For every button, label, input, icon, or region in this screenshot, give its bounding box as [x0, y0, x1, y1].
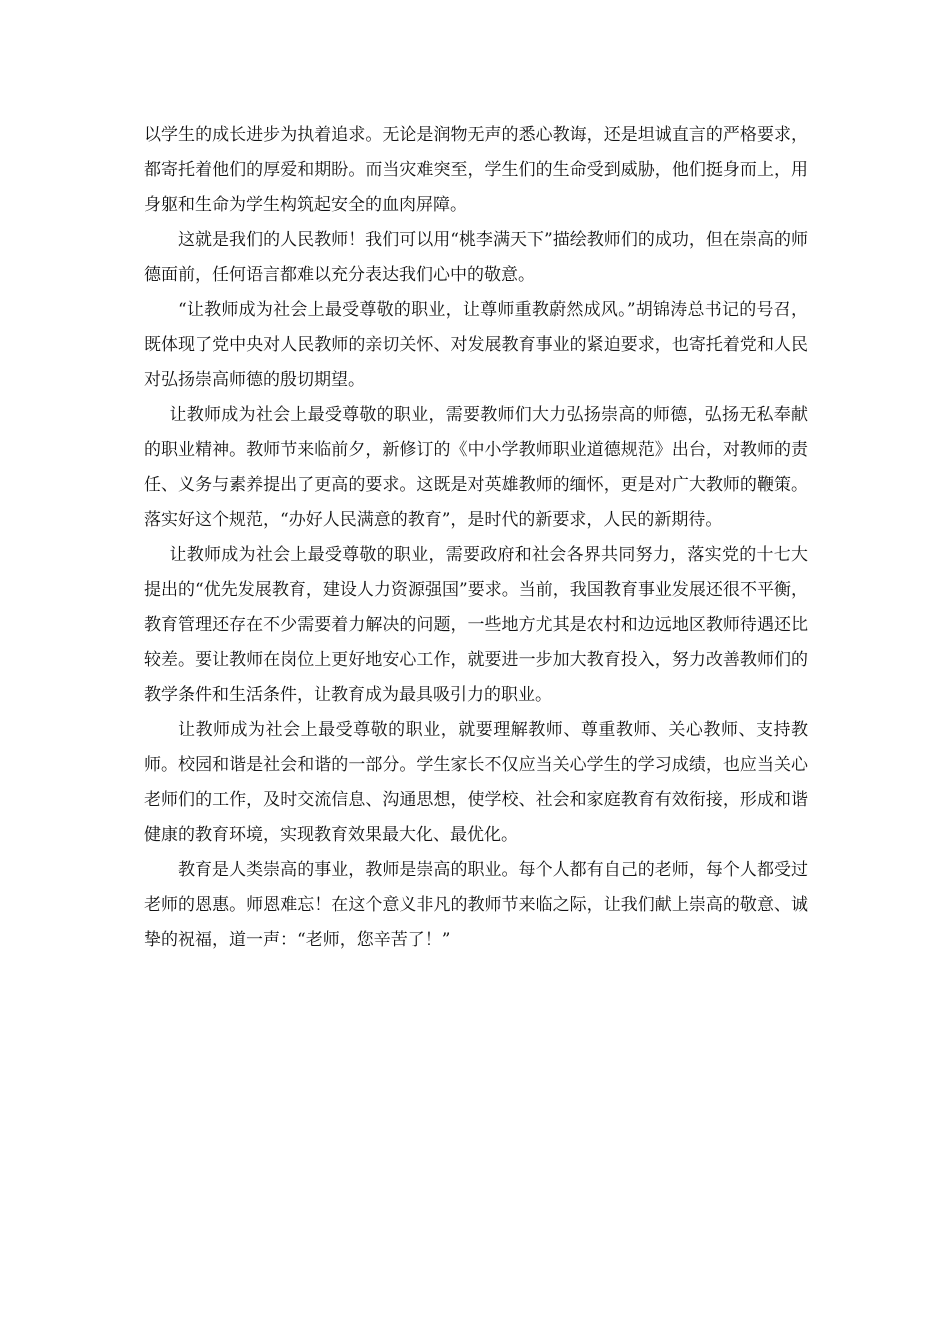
paragraph-6: 让教师成为社会上最受尊敬的职业，就要理解教师、尊重教师、关心教师、支持教师。校园和谐是社会和谐的一部分。学生家长不仅应当关心学生的学习成绩，也应当关心老师们的工作，及时交流信息、沟通思想，使学校、社会和家庭教育有效衔接，形成和谐健康的教育环境，实现教育效果最大化、最优化。 [144, 720, 808, 845]
document-body [144, 118, 808, 958]
paragraph-3: “让教师成为社会上最受尊敬的职业，让尊师重教蔚然成风。”胡锦涛总书记的号召，既体现了党中央对人民教师的亲切关怀、对发展教育事业的紧迫要求，也寄托着党和人民对弘扬崇高师德的殷切期望。 [144, 300, 808, 390]
paragraph-1: 以学生的成长进步为执着追求。无论是润物无声的悉心教诲，还是坦诚直言的严格要求，都寄托着他们的厚爱和期盼。而当灾难突至，学生们的生命受到威胁，他们挺身而上，用身躯和生命为学生构筑起安全的血肉屏障。 [144, 125, 808, 215]
paragraph-2: 这就是我们的人民教师！我们可以用“桃李满天下”描绘教师们的成功，但在崇高的师德面前，任何语言都难以充分表达我们心中的敬意。 [144, 230, 808, 285]
paragraph-7: 教育是人类崇高的事业，教师是崇高的职业。每个人都有自己的老师，每个人都受过老师的恩惠。师恩难忘！在这个意义非凡的教师节来临之际，让我们献上崇高的敬意、诚挚的祝福，道一声：“老师，您辛苦了！” [144, 860, 808, 950]
paragraph-5: 让教师成为社会上最受尊敬的职业，需要政府和社会各界共同努力，落实党的十七大提出的“优先发展教育，建设人力资源强国”要求。当前，我国教育事业发展还很不平衡，教育管理还存在不少需要着力解决的问题，一些地方尤其是农村和边远地区教师待遇还比较差。要让教师在岗位上更好地安心工作，就要进一步加大教育投入，努力改善教师们的教学条件和生活条件，让教育成为最具吸引力的职业。 [144, 545, 808, 705]
paragraph-4: 让教师成为社会上最受尊敬的职业，需要教师们大力弘扬崇高的师德，弘扬无私奉献的职业精神。教师节来临前夕，新修订的《中小学教师职业道德规范》出台，对教师的责任、义务与素养提出了更高的要求。这既是对英雄教师的缅怀，更是对广大教师的鞭策。落实好这个规范，“办好人民满意的教育”，是时代的新要求，人民的新期待。 [144, 405, 808, 530]
